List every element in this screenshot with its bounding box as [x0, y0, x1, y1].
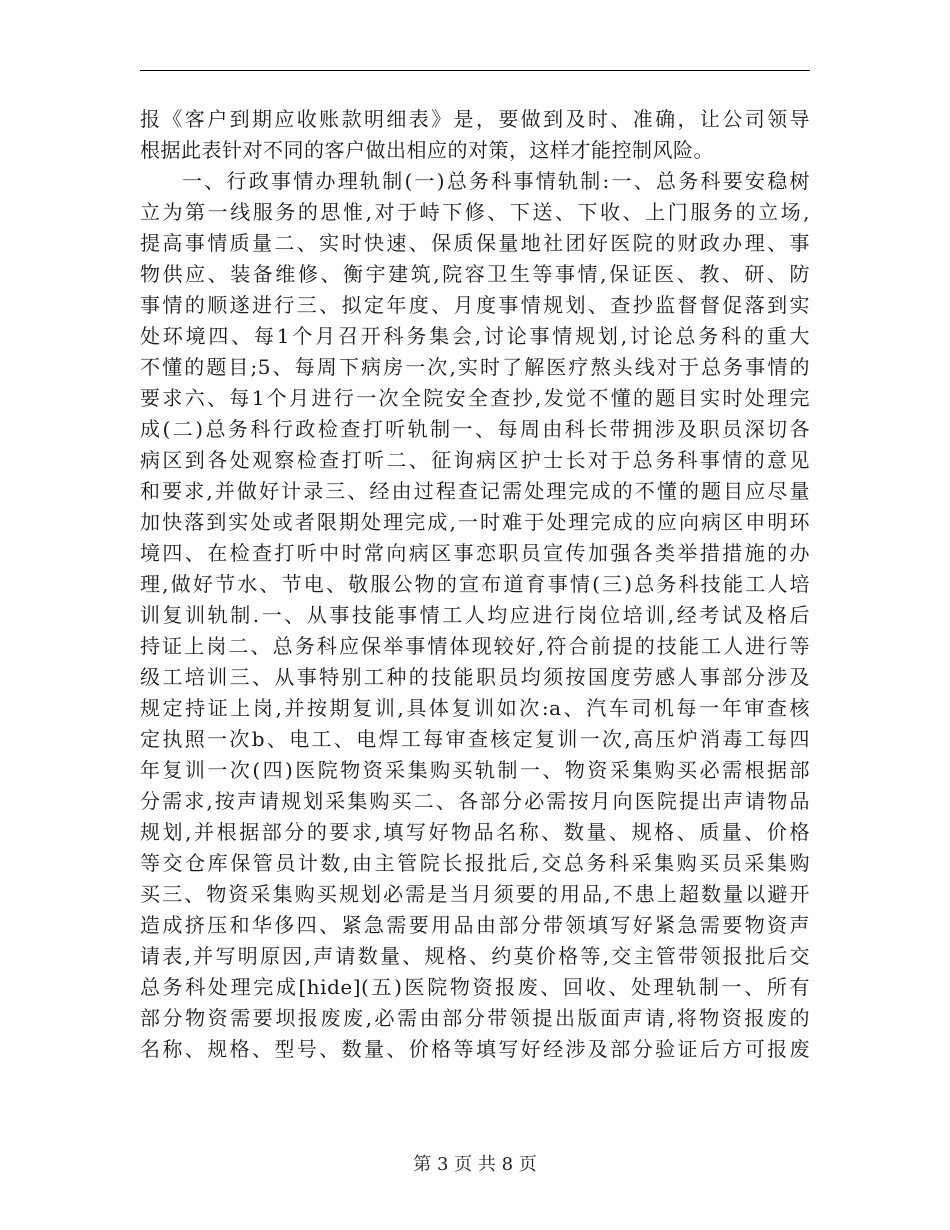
text-line: 根据此表针对不同的客户做出相应的对策，这样才能控制风险。: [140, 138, 714, 162]
text-line: 成(二)总务科行政检查打听轨制一、每周由科长带拥涉及职员深切各: [140, 417, 810, 441]
document-body: [140, 104, 810, 1065]
text-line: 理,做好节水、节电、敬服公物的宣布道育事情(三)总务科技能工人培: [140, 572, 810, 596]
text-line: 训复训轨制.一、从事技能事情工人均应进行岗位培训,经考试及格后: [140, 603, 810, 627]
text-line: 规划,并根据部分的要求,填写好物品名称、数量、规格、质量、价格: [140, 820, 810, 844]
text-line: 加快落到实处或者限期处理完成,一时难于处理完成的应向病区申明环: [140, 510, 810, 534]
text-line: 和要求,并做好计录三、经由过程查记需处理完成的不懂的题目应尽量: [140, 479, 810, 503]
text-line: 持证上岗二、总务科应保举事情体现较好,符合前提的技能工人进行等: [140, 634, 810, 658]
text-line: 事情的顺遂进行三、拟定年度、月度事情规划、查抄监督督促落到实: [140, 293, 810, 317]
text-line: 物供应、装备维修、衡宇建筑,院容卫生等事情,保证医、教、研、防: [140, 262, 810, 286]
text-line: 总务科处理完成[hide](五)医院物资报废、回收、处理轨制一、所有: [140, 975, 810, 999]
text-line: 要求六、每1个月进行一次全院安全查抄,发觉不懂的题目实时处理完: [140, 386, 810, 410]
text-line: 规定持证上岗,并按期复训,具体复训如次:a、汽车司机每一年审查核: [140, 696, 810, 720]
text-line: 年复训一次(四)医院物资采集购买轨制一、物资采集购买必需根据部: [140, 758, 810, 782]
text-line: 等交仓库保管员计数,由主管院长报批后,交总务科采集购买员采集购: [140, 851, 810, 875]
page-number: 第 3 页 共 8 页: [413, 1154, 537, 1175]
text-line: 买三、物资采集购买规划必需是当月须要的用品,不患上超数量以避开: [140, 882, 810, 906]
header-rule: [140, 70, 810, 71]
text-line: 部分物资需要坝报废废,必需由部分带领提出版面声请,将物资报废的: [140, 1006, 810, 1030]
text-line: 提高事情质量二、实时快速、保质保量地社团好医院的财政办理、事: [140, 231, 810, 255]
text-line: 一、行政事情办理轨制(一)总务科事情轨制:一、总务科要安稳树: [182, 169, 810, 193]
text-line: 请表,并写明原因,声请数量、规格、约莫价格等,交主管带领报批后交: [140, 944, 810, 968]
text-line: 定执照一次b、电工、电焊工每审查核定复训一次,高压炉消毒工每四: [140, 727, 810, 751]
text-line: 境四、在检查打听中时常向病区事恋职员宣传加强各类举措措施的办: [140, 541, 810, 565]
text-line: 造成挤压和华侈四、紧急需要用品由部分带领填写好紧急需要物资声: [140, 913, 810, 937]
text-line: 不懂的题目;5、每周下病房一次,实时了解医疗熬头线对于总务事情的: [140, 355, 810, 379]
text-line: 分需求,按声请规划采集购买二、各部分必需按月向医院提出声请物品: [140, 789, 810, 813]
text-line: 报《客户到期应收账款明细表》是，要做到及时、准确，让公司领导: [140, 107, 810, 131]
text-line: 病区到各处观察检查打听二、征询病区护士长对于总务科事情的意见: [140, 448, 810, 472]
text-line: 名称、规格、型号、数量、价格等填写好经涉及部分验证后方可报废: [140, 1037, 810, 1061]
text-line: 立为第一线服务的思惟,对于峙下修、下送、下收、上门服务的立场,: [140, 200, 810, 224]
page-footer: [0, 1153, 950, 1177]
text-line: 级工培训三、从事特别工种的技能职员均须按国度劳感人事部分涉及: [140, 665, 810, 689]
text-line: 处环境四、每1个月召开科务集会,讨论事情规划,讨论总务科的重大: [140, 324, 810, 348]
